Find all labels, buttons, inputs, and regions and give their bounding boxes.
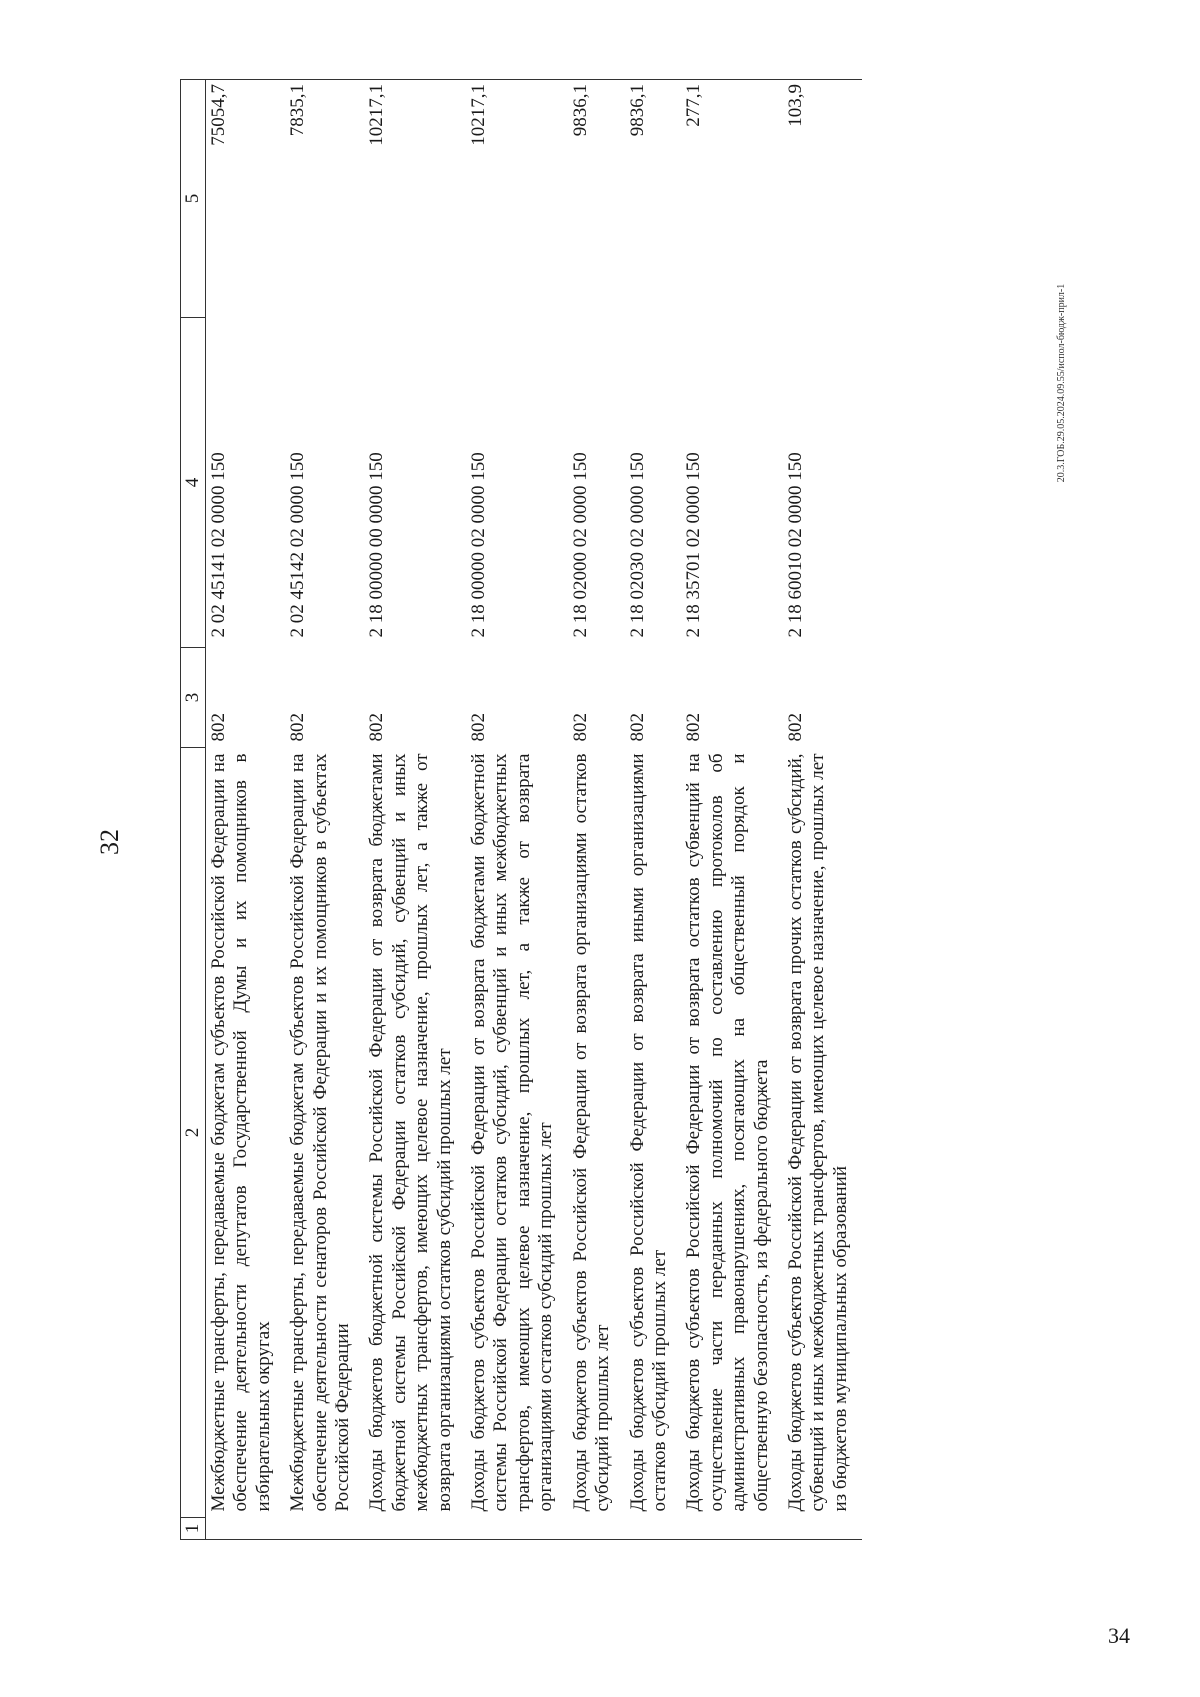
row-index-cell xyxy=(681,1518,783,1540)
table-row xyxy=(568,80,625,1540)
description-cell: Доходы бюджетов субъектов Российской Федерации от возврата организациями остатков субсидий прошлых лет xyxy=(569,753,614,1512)
amount-cell: 9836,1 xyxy=(625,80,682,318)
header-col-2: 2 xyxy=(181,748,206,1518)
header-col-5: 5 xyxy=(181,80,206,318)
row-index-cell xyxy=(364,1518,466,1540)
table-row xyxy=(466,80,568,1540)
budget-code-cell: 2 18 60010 02 0000 150 xyxy=(784,452,806,638)
description-cell: Доходы бюджетов бюджетной системы Российской Федерации от возврата бюджетами бюджетной системы Российской Федерации остатков субсидий, субвенций и иных межбюджетных трансфертов, имеющих целевое назначение, прошлых лет, а также от возврата организациями остатков субсидий прошлых лет xyxy=(366,753,455,1512)
header-col-3: 3 xyxy=(181,648,206,748)
rotated-table-container xyxy=(180,80,1000,1540)
admin-code-cell: 802 xyxy=(683,713,705,742)
amount-cell: 9836,1 xyxy=(568,80,625,318)
table-row xyxy=(681,80,783,1540)
description-cell: Доходы бюджетов субъектов Российской Федерации от возврата бюджетами бюджетной системы Российской Федерации остатков субсидий, субвенций и иных межбюджетных трансфертов, имеющих целевое назначение, прошлых лет, а также от возврата организациями остатков субсидий прошлых лет xyxy=(468,753,557,1512)
row-index-cell xyxy=(466,1518,568,1540)
admin-code-cell: 802 xyxy=(208,713,229,742)
revenue-table xyxy=(180,79,862,1540)
table-row xyxy=(364,80,466,1540)
budget-code-cell: 2 02 45142 02 0000 150 xyxy=(287,452,309,638)
budget-code-cell: 2 18 00000 00 0000 150 xyxy=(366,452,388,638)
bottom-page-number: 34 xyxy=(1108,1623,1130,1648)
table-row xyxy=(285,80,364,1540)
table-row xyxy=(783,80,862,1540)
description-cell: Межбюджетные трансферты, передаваемые бюджетам субъектов Российской Федерации на обеспечение деятельности сенаторов Российской Федерации и их помощников в субъектах Российской Федерации xyxy=(287,753,354,1512)
header-col-1: 1 xyxy=(181,1518,206,1540)
description-cell: Межбюджетные трансферты, передаваемые бюджетам субъектов Российской Федерации на обеспечение деятельности депутатов Государственной Думы и их помощников в избирательных округах xyxy=(208,753,274,1512)
row-index-cell xyxy=(206,1518,286,1540)
description-cell: Доходы бюджетов субъектов Российской Федерации от возврата прочих остатков субсидий, субвенций и иных межбюджетных трансфертов, имеющих целевое назначение, прошлых лет из бюджетов муниципальных образований xyxy=(784,753,851,1512)
header-col-4: 4 xyxy=(181,318,206,648)
footer-code: 20.3.ГОБ.29.05.2024.09.55/испол-бюдж-прил-1 xyxy=(1056,283,1067,483)
budget-code-cell: 2 02 45141 02 0000 150 xyxy=(208,452,229,638)
budget-code-cell: 2 18 00000 02 0000 150 xyxy=(468,452,490,638)
row-index-cell xyxy=(568,1518,625,1540)
budget-code-cell: 2 18 02030 02 0000 150 xyxy=(626,452,648,638)
header-row xyxy=(181,80,206,1540)
table-row xyxy=(625,80,682,1540)
page-number: 32 xyxy=(95,829,124,855)
amount-cell: 10217,1 xyxy=(466,80,568,318)
amount-cell: 7835,1 xyxy=(285,80,364,318)
row-index-cell xyxy=(285,1518,364,1540)
admin-code-cell: 802 xyxy=(287,713,309,742)
amount-cell: 10217,1 xyxy=(364,80,466,318)
row-index-cell xyxy=(783,1518,862,1540)
admin-code-cell: 802 xyxy=(626,713,648,742)
amount-cell: 75054,7 xyxy=(206,80,286,318)
admin-code-cell: 802 xyxy=(468,713,490,742)
budget-code-cell: 2 18 35701 02 0000 150 xyxy=(683,452,705,638)
table-row xyxy=(206,80,286,1540)
admin-code-cell: 802 xyxy=(366,713,388,742)
budget-code-cell: 2 18 02000 02 0000 150 xyxy=(569,452,591,638)
description-cell: Доходы бюджетов субъектов Российской Федерации от возврата остатков субвенций на осуществление части переданных полномочий по составлению протоколов об административных правонарушениях, посягающих на общественный порядок и общественную безопасность, из федерального бюджета xyxy=(683,753,772,1512)
description-cell: Доходы бюджетов субъектов Российской Федерации от возврата иными организациями остатков субсидий прошлых лет xyxy=(626,753,670,1512)
amount-cell: 277,1 xyxy=(681,80,783,318)
row-index-cell xyxy=(625,1518,682,1540)
admin-code-cell: 802 xyxy=(569,713,591,742)
admin-code-cell: 802 xyxy=(784,713,806,742)
amount-cell: 103,9 xyxy=(783,80,862,318)
